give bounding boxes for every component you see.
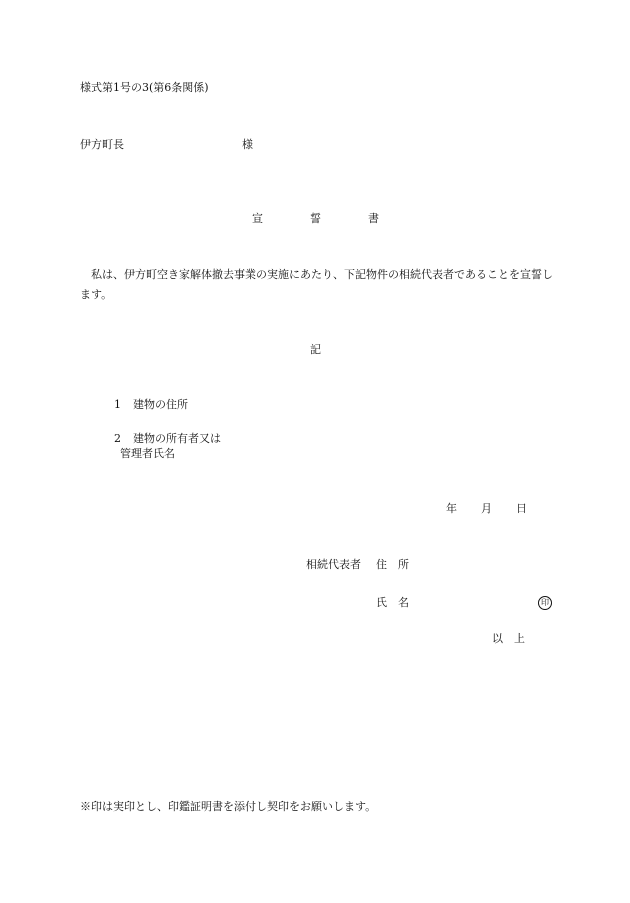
item-2-number: 2 bbox=[114, 432, 121, 445]
declaration-text: 私は、伊方町空き家解体撤去事業の実施にあたり、下記物件の相続代表者であることを宣誓します。 bbox=[80, 268, 553, 301]
seal-mark: 印 bbox=[538, 596, 552, 610]
closing-text: 以 上 bbox=[492, 632, 525, 645]
date-month: 月 bbox=[481, 502, 492, 515]
name-label: 氏 名 bbox=[376, 596, 409, 609]
item-2-label-continued: 管理者氏名 bbox=[120, 447, 175, 460]
date-year: 年 bbox=[446, 502, 457, 515]
item-1-label: 建物の住所 bbox=[133, 398, 188, 411]
ki-heading: 記 bbox=[310, 343, 321, 356]
addressee-name: 伊方町長 bbox=[80, 138, 124, 151]
document-title-char-2: 誓 bbox=[310, 212, 321, 225]
address-label: 住 所 bbox=[376, 558, 409, 571]
item-1-number: 1 bbox=[114, 398, 121, 411]
footnote: ※印は実印とし、印鑑証明書を添付し契印をお願いします。 bbox=[80, 800, 377, 813]
addressee-honorific: 様 bbox=[242, 138, 253, 151]
form-number: 様式第1号の3(第6条関係) bbox=[80, 81, 209, 94]
date-day: 日 bbox=[516, 502, 527, 515]
item-2-label: 建物の所有者又は bbox=[133, 432, 221, 445]
document-title-char-1: 宣 bbox=[252, 212, 263, 225]
representative-role: 相続代表者 bbox=[306, 558, 361, 571]
document-title-char-3: 書 bbox=[368, 212, 379, 225]
